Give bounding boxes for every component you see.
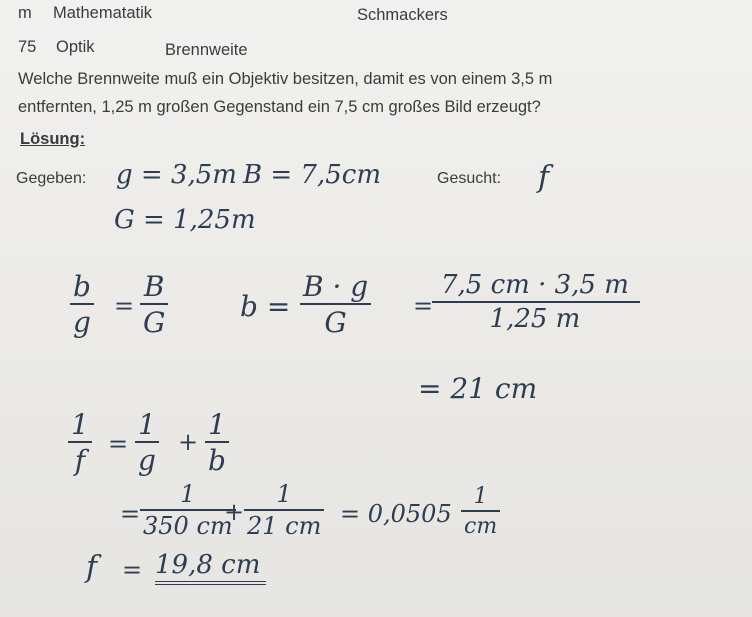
- fraction-bar: [135, 441, 159, 443]
- lens-b-numerator: 1: [208, 408, 226, 441]
- solve-b-values-numerator: 7,5 cm · 3,5 m: [441, 270, 629, 300]
- final-value: 19,8 cm: [155, 550, 266, 585]
- ratio-left-denominator: g: [73, 306, 91, 340]
- final-equals: =: [122, 556, 143, 584]
- ratio-right-numerator: B: [143, 270, 165, 303]
- lens2-a-fraction: [140, 482, 236, 539]
- fraction-bar: [461, 510, 500, 512]
- lens-plus: +: [178, 428, 199, 456]
- task-text-line-1: Welche Brennweite muß ein Objektiv besitzen, damit es von einem 3,5 m: [18, 70, 553, 88]
- result-b: = 21 cm: [418, 372, 538, 405]
- lens-a-denominator: g: [138, 444, 156, 478]
- solve-b-values-denominator: 1,25 m: [489, 304, 581, 335]
- solve-b-numerator: B · g: [303, 270, 369, 303]
- lens2-b-denominator: 21 cm: [247, 512, 322, 541]
- author: Schmackers: [357, 6, 448, 24]
- lens2-b-fraction: [244, 482, 324, 539]
- task-number: 75: [18, 38, 37, 56]
- fraction-bar: [70, 303, 94, 305]
- final-lhs: f: [86, 550, 98, 585]
- lens-a-numerator: 1: [138, 408, 156, 441]
- lens-a-fraction: [135, 410, 159, 476]
- subject-marker: m: [18, 4, 32, 22]
- solve-b-denominator: G: [324, 306, 347, 340]
- wanted-value: f: [538, 160, 550, 195]
- solve-b-lhs: b =: [240, 290, 291, 323]
- lens2-unit-numerator: 1: [473, 484, 488, 509]
- lens-equals: =: [108, 430, 129, 458]
- subject: Mathematatik: [53, 4, 153, 22]
- lens-lhs-denominator: f: [74, 444, 86, 478]
- ratio-equals: =: [114, 292, 135, 320]
- lens-b-denominator: b: [208, 444, 226, 478]
- fraction-bar: [140, 509, 236, 511]
- given-B: B = 7,5cm: [243, 160, 381, 190]
- solve-b-fraction: [300, 272, 371, 338]
- fraction-bar: [300, 303, 371, 305]
- ratio-right-denominator: G: [143, 306, 166, 340]
- fraction-bar: [432, 301, 640, 303]
- given-G: G = 1,25m: [114, 205, 256, 235]
- fraction-bar: [140, 303, 168, 305]
- solution-heading: Lösung:: [20, 130, 86, 148]
- ratio-left-fraction: [70, 272, 94, 338]
- lens2-b-numerator: 1: [276, 480, 292, 508]
- lens2-a-denominator: 350 cm: [143, 512, 233, 541]
- fraction-bar: [68, 441, 92, 443]
- fraction-bar: [205, 441, 229, 443]
- ratio-left-numerator: b: [73, 270, 91, 303]
- lens-lhs-fraction: [68, 410, 92, 476]
- given-g: g = 3,5m: [116, 160, 237, 190]
- wanted-label: Gesucht:: [437, 170, 502, 187]
- lens2-result: = 0,0505: [340, 500, 452, 528]
- lens2-plus: +: [224, 498, 245, 526]
- lens-lhs-numerator: 1: [71, 408, 89, 441]
- task-text-line-2: entfernten, 1,25 m großen Gegenstand ein 7,5 cm großes Bild erzeugt?: [18, 98, 541, 116]
- task-topic: Optik: [56, 38, 95, 56]
- lens-b-fraction: [205, 410, 229, 476]
- lens2-a-numerator: 1: [180, 480, 196, 508]
- lens2-unit-denominator: cm: [464, 514, 498, 540]
- solve-b-equals: =: [413, 292, 434, 320]
- given-label: Gegeben:: [16, 170, 87, 187]
- lens2-equals: =: [120, 500, 141, 528]
- ratio-right-fraction: [140, 272, 168, 338]
- fraction-bar: [244, 509, 324, 511]
- lens2-unit-fraction: [461, 485, 500, 538]
- task-title: Brennweite: [165, 41, 248, 59]
- solve-b-values-fraction: [438, 272, 632, 334]
